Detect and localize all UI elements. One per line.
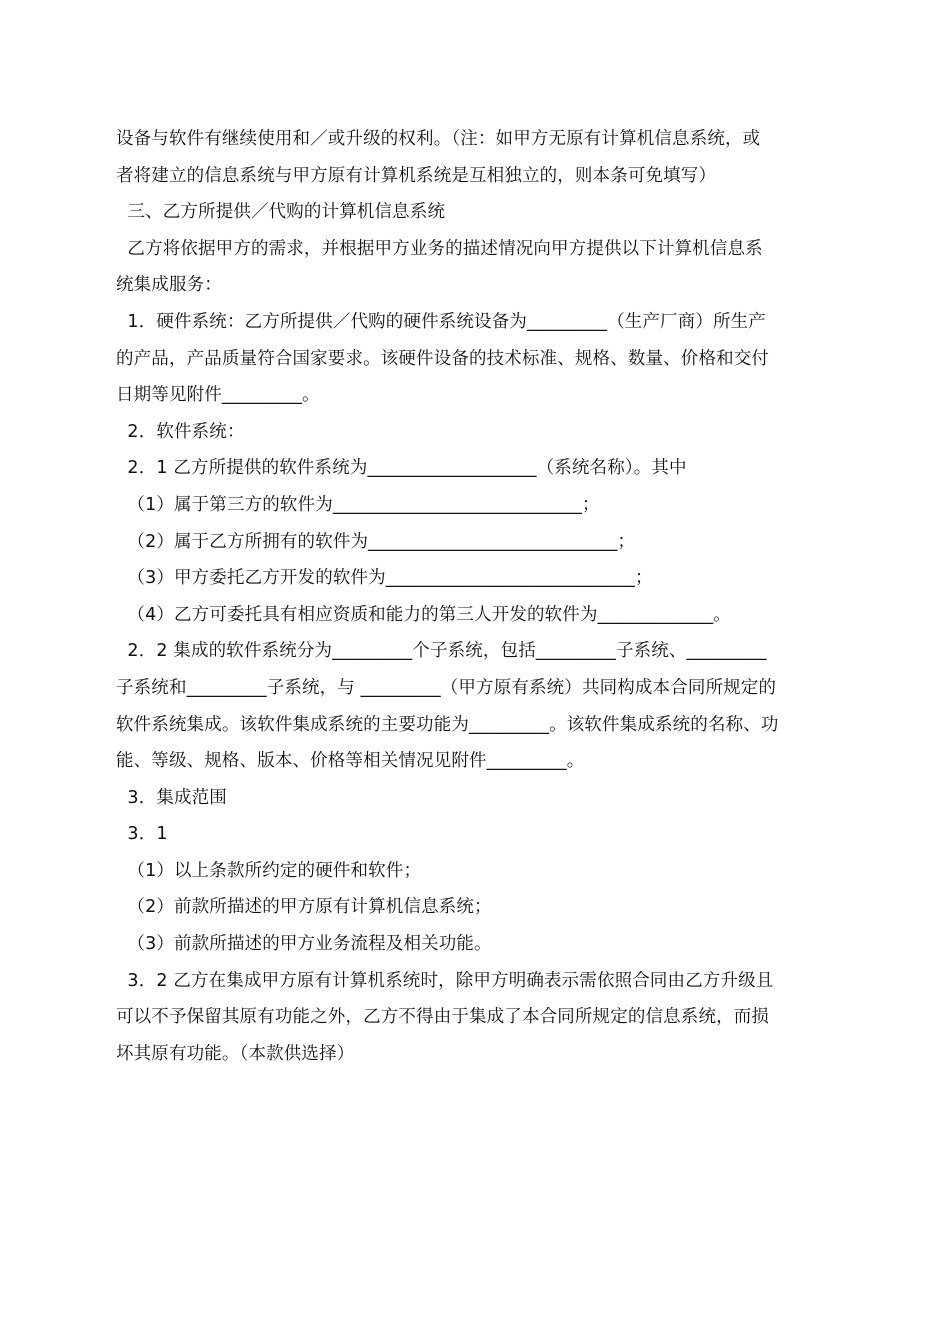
list-item: （1）属于第三方的软件为____________________________； — [116, 494, 600, 515]
list-item: （3）甲方委托乙方开发的软件为____________________________； — [116, 568, 653, 589]
text-line: 日期等见附件_________。 — [116, 385, 320, 406]
text-line: 子系统和_________子系统，与 _________（甲方原有系统）共同构成本合同所规定的 — [116, 677, 777, 698]
list-item: （2）前款所描述的甲方原有计算机信息系统； — [116, 897, 492, 918]
text-line: 坏其原有功能。（本款供选择） — [116, 1043, 355, 1064]
text-line: 3．2 乙方在集成甲方原有计算机系统时，除甲方明确表示需依照合同由乙方升级且 — [116, 970, 774, 991]
text-line: 能、等级、规格、版本、价格等相关情况见附件_________。 — [116, 751, 585, 772]
clause-heading: 2．软件系统： — [116, 421, 245, 442]
text-line: 2．1 乙方所提供的软件系统为___________________（系统名称）。其中 — [116, 458, 687, 479]
list-item: （2）属于乙方所拥有的软件为____________________________； — [116, 531, 636, 552]
text-line: 乙方将依据甲方的需求，并根据甲方业务的描述情况向甲方提供以下计算机信息系 — [116, 238, 763, 259]
clause-heading: 3．集成范围 — [116, 787, 227, 808]
text-line: 2．2 集成的软件系统分为_________个子系统，包括_________子系统、_________ — [116, 641, 767, 662]
text-line: 可以不予保留其原有功能之外，乙方不得由于集成了本合同所规定的信息系统，而损 — [116, 1007, 770, 1028]
text-line: 设备与软件有继续使用和／或升级的权利。（注：如甲方无原有计算机信息系统，或 — [116, 129, 761, 149]
text-line: 1．硬件系统：乙方所提供／代购的硬件系统设备为_________（生产厂商）所生产 — [116, 311, 766, 332]
text-line: 的产品，产品质量符合国家要求。该硬件设备的技术标准、规格、数量、价格和交付 — [116, 348, 770, 369]
clause-number: 3．1 — [116, 824, 168, 845]
text-line: 软件系统集成。该软件集成系统的主要功能为_________。该软件集成系统的名称、功 — [116, 714, 779, 735]
section-heading: 三、乙方所提供／代购的计算机信息系统 — [116, 202, 446, 223]
list-item: （4）乙方可委托具有相应资质和能力的第三人开发的软件为_____________。 — [116, 604, 731, 625]
list-item: （1）以上条款所约定的硬件和软件； — [116, 860, 422, 881]
list-item: （3）前款所描述的甲方业务流程及相关功能。 — [116, 934, 492, 955]
contract-text — [116, 121, 840, 1072]
text-line: 者将建立的信息系统与甲方原有计算机系统是互相独立的，则本条可免填写） — [116, 165, 717, 186]
text-line: 统集成服务： — [116, 275, 222, 296]
